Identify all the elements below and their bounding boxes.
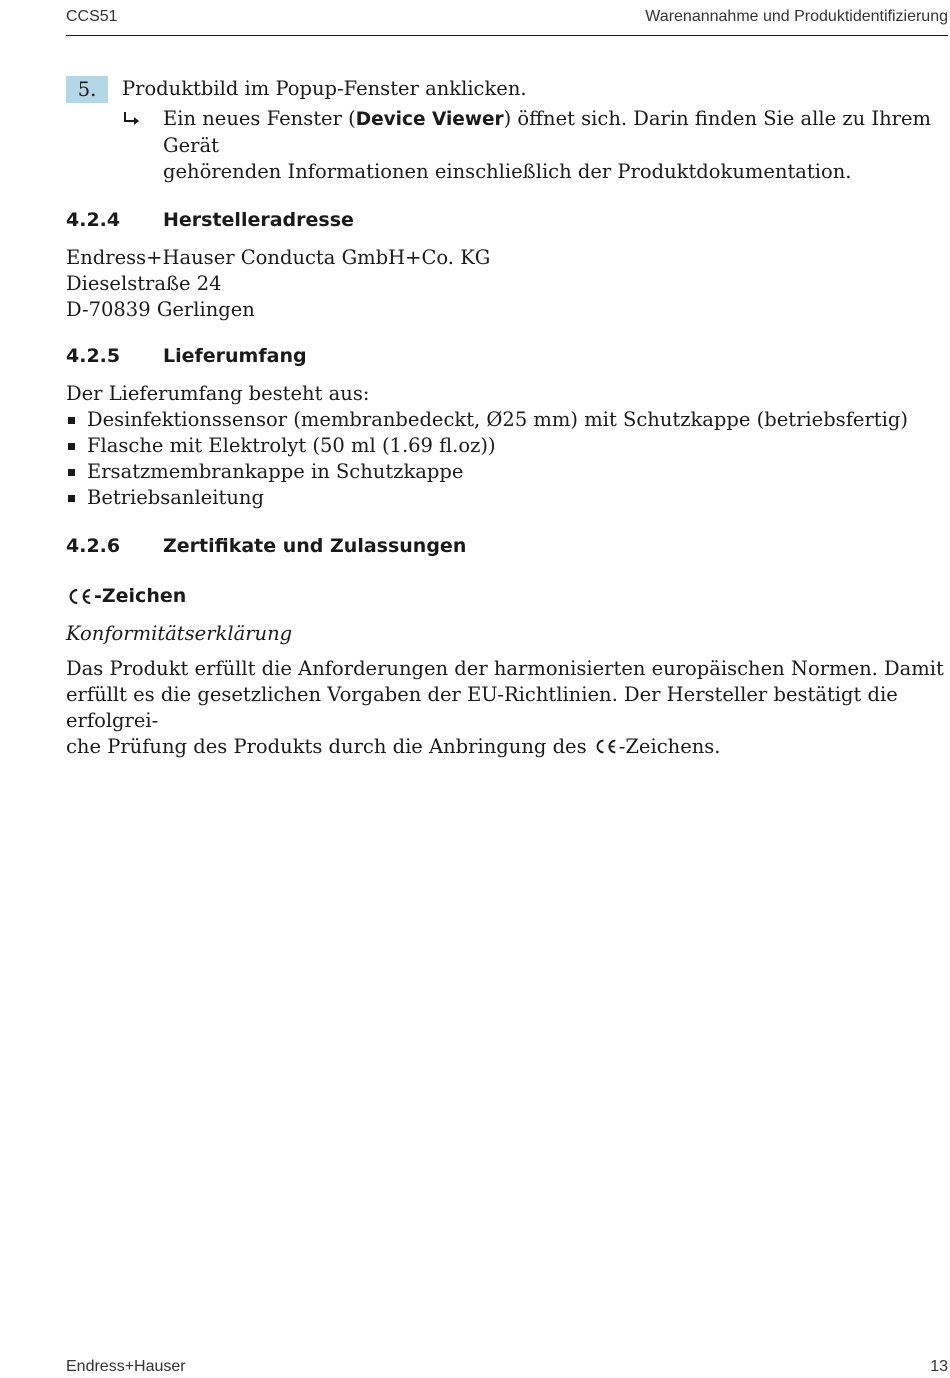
ce-heading bbox=[66, 583, 946, 609]
page-content bbox=[66, 74, 946, 760]
paragraph-line: Das Produkt erfüllt die Anforderungen der harmonisierten europäischen Normen. Damit bbox=[66, 657, 944, 680]
result-line-1: Ein neues Fenster (Device Viewer) öffnet sich. Darin finden Sie alle zu Ihrem Gerät bbox=[163, 107, 932, 157]
device-viewer-label: Device Viewer bbox=[355, 109, 504, 130]
list-item: Ersatzmembrankappe in Schutzkappe bbox=[66, 459, 946, 485]
list-item: Desinfektionssensor (membranbedeckt, Ø25 mm) mit Schutzkappe (betriebsfertig) bbox=[66, 407, 946, 433]
delivery-list bbox=[66, 407, 946, 511]
step-result bbox=[66, 106, 946, 185]
section-heading-426 bbox=[66, 533, 946, 561]
list-item: Betriebsanleitung bbox=[66, 485, 946, 511]
address-line: Dieselstraße 24 bbox=[66, 272, 222, 295]
section-number: 4.2.5 bbox=[66, 345, 121, 367]
paragraph-line: che Prüfung des Produkts durch die Anbringung des -Zeichens. bbox=[66, 735, 721, 758]
section-number: 4.2.6 bbox=[66, 535, 121, 557]
header-chapter-title: Warenannahme und Produktidentifizierung bbox=[645, 8, 948, 25]
section-heading-425 bbox=[66, 343, 946, 371]
result-arrow-icon bbox=[122, 106, 144, 132]
ce-mark-icon bbox=[66, 587, 94, 606]
result-line-2: gehörenden Informationen einschließlich der Produktdokumentation. bbox=[163, 160, 852, 183]
section-number: 4.2.4 bbox=[66, 209, 121, 231]
section-title: Zertifikate und Zulassungen bbox=[163, 535, 467, 557]
manufacturer-address bbox=[66, 245, 946, 323]
section-title: Lieferumfang bbox=[163, 345, 307, 367]
address-line: Endress+Hauser Conducta GmbH+Co. KG bbox=[66, 246, 491, 269]
section-title: Herstelleradresse bbox=[163, 209, 354, 231]
step-5 bbox=[66, 74, 946, 104]
conformity-paragraph bbox=[66, 656, 946, 760]
page-number: 13 bbox=[930, 1358, 948, 1375]
address-line: D-70839 Gerlingen bbox=[66, 298, 255, 321]
paragraph-line: erfüllt es die gesetzlichen Vorgaben der EU-Richtlinien. Der Hersteller bestätigt die erfolgrei- bbox=[66, 683, 898, 732]
ce-mark-icon bbox=[593, 738, 619, 755]
step-text: Produktbild im Popup-Fenster anklicken. bbox=[122, 77, 527, 100]
list-item: Flasche mit Elektrolyt (50 ml (1.69 fl.oz)) bbox=[66, 433, 946, 459]
step-number: 5. bbox=[66, 76, 108, 103]
section-heading-424 bbox=[66, 207, 946, 235]
page-header bbox=[66, 5, 948, 36]
ce-heading-text: -Zeichen bbox=[94, 585, 187, 607]
footer-brand: Endress+Hauser bbox=[66, 1358, 186, 1375]
header-product-code: CCS51 bbox=[66, 8, 118, 25]
conformity-subtitle: Konformitätserklärung bbox=[66, 622, 293, 645]
delivery-intro: Der Lieferumfang besteht aus: bbox=[66, 382, 370, 405]
